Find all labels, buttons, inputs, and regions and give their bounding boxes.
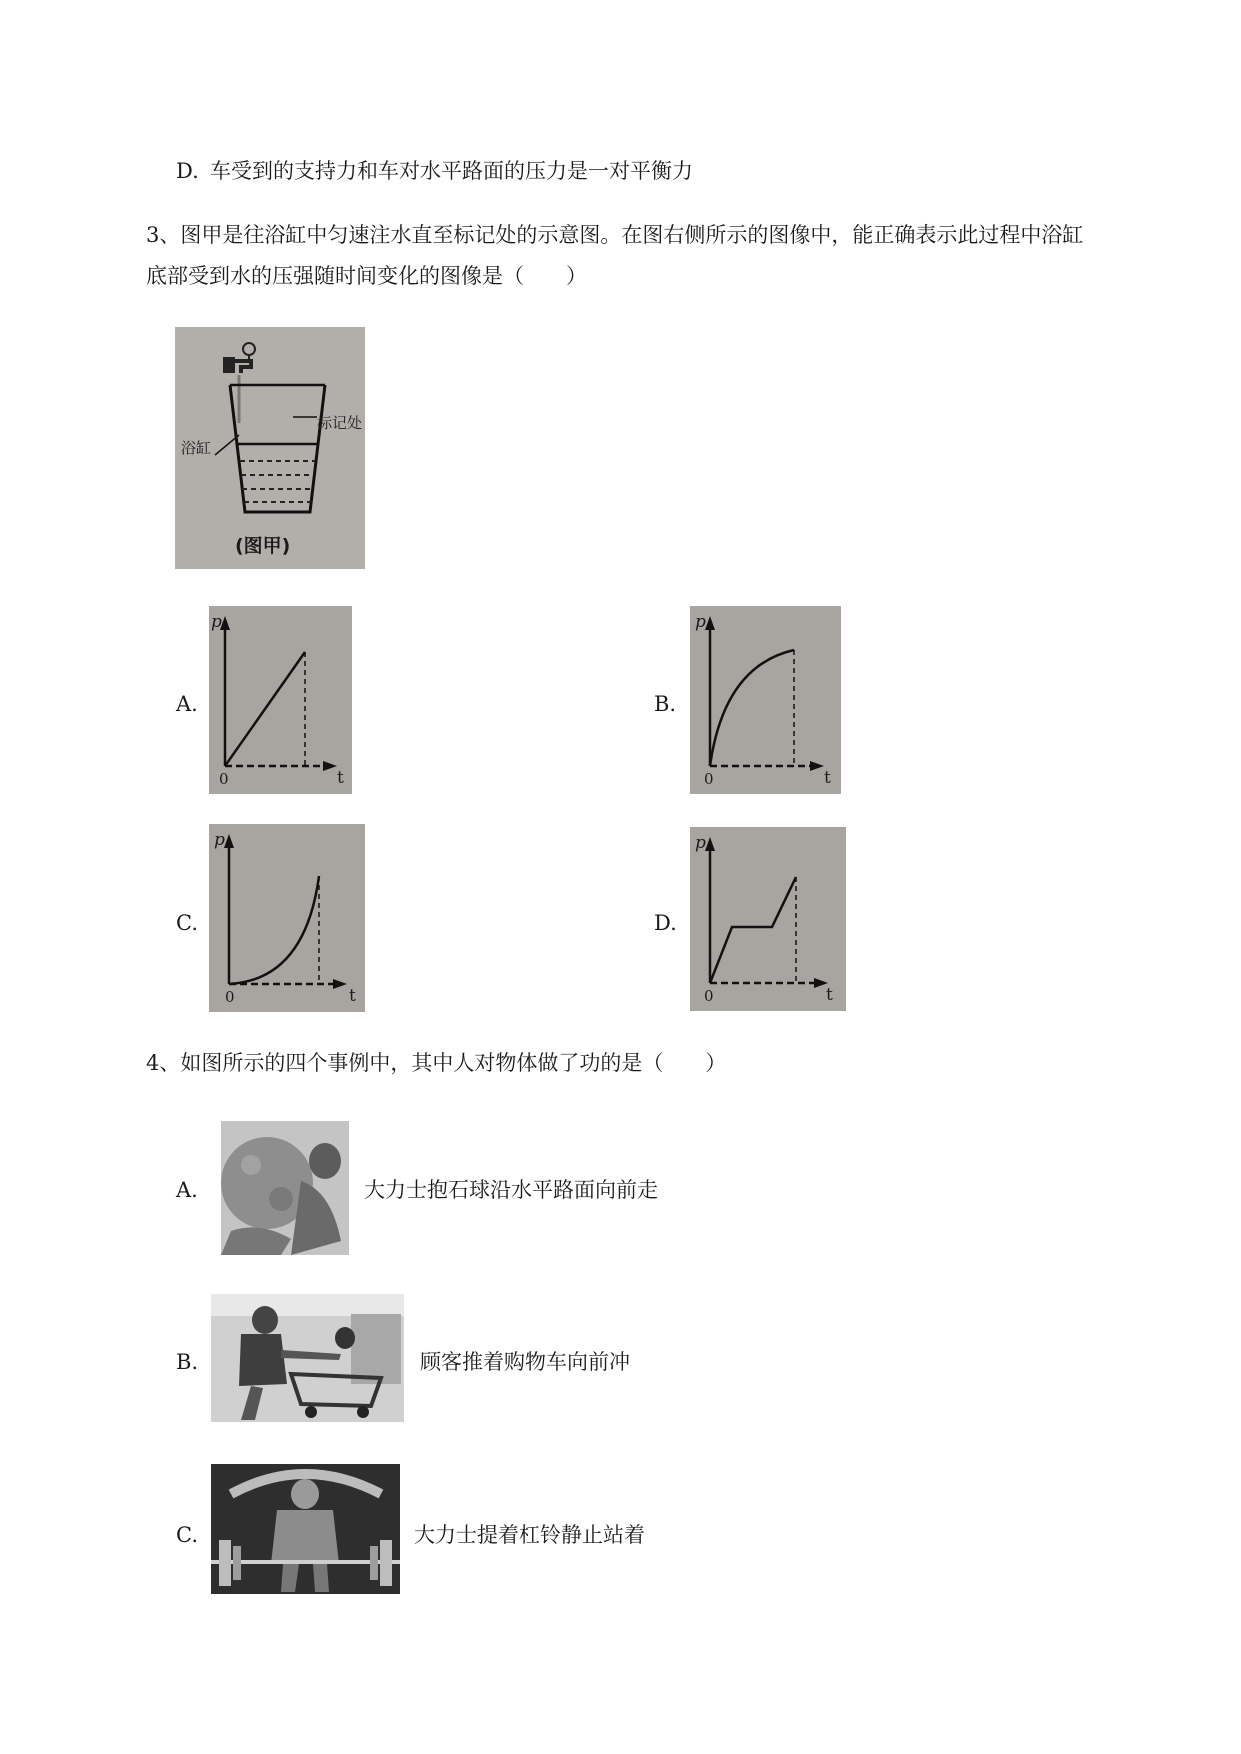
graph-b-origin: 0 — [704, 770, 714, 788]
shopping-cart-photo — [211, 1294, 404, 1422]
q3-stem-line1: 3、图甲是往浴缸中匀速注水直至标记处的示意图。在图右侧所示的图像中，能正确表示此过程中浴缸 — [146, 223, 1084, 247]
q4-option-b-text: 顾客推着购物车向前冲 — [420, 1350, 630, 1374]
q3-graph-d — [690, 827, 846, 1011]
graph-a-p-label: p — [211, 612, 222, 632]
graph-c-origin: 0 — [225, 988, 235, 1006]
q4-stem: 4、如图所示的四个事例中，其中人对物体做了功的是（ ） — [146, 1051, 727, 1075]
q2-option-d-letter: D. — [176, 159, 199, 183]
q4-option-a-text: 大力士抱石球沿水平路面向前走 — [364, 1178, 658, 1202]
barbell-photo — [211, 1464, 400, 1594]
q4-option-c-letter: C. — [176, 1523, 198, 1547]
graph-a-svg — [209, 606, 352, 794]
graph-d-origin: 0 — [704, 987, 714, 1005]
q4-option-b-letter: B. — [176, 1350, 199, 1374]
q4-option-a-letter: A. — [176, 1178, 198, 1202]
graph-b-p-label: p — [695, 612, 706, 632]
graph-c-p-label: p — [214, 830, 225, 850]
q3-option-b-letter: B. — [654, 692, 677, 716]
q4-option-c-text: 大力士提着杠铃静止站着 — [414, 1523, 645, 1547]
graph-c-t-label: t — [349, 986, 356, 1006]
bathtub-figure — [175, 327, 365, 569]
bathtub-mark-label: 标记处 — [317, 414, 363, 432]
strongman-stone-photo — [221, 1121, 349, 1255]
q3-option-d-letter: D. — [654, 911, 677, 935]
q3-graph-b — [690, 606, 841, 794]
graph-d-p-label: p — [695, 833, 706, 853]
q3-graph-a — [209, 606, 352, 794]
graph-d-t-label: t — [826, 985, 833, 1005]
graph-d-svg — [690, 827, 846, 1011]
graph-b-t-label: t — [824, 768, 831, 788]
graph-a-origin: 0 — [219, 770, 229, 788]
q2-option-d-text: 车受到的支持力和车对水平路面的压力是一对平衡力 — [210, 159, 693, 183]
q3-graph-c — [209, 824, 365, 1012]
q3-option-a-letter: A. — [176, 692, 198, 716]
bathtub-tub-label: 浴缸 — [181, 439, 212, 457]
q3-option-c-letter: C. — [176, 911, 198, 935]
graph-c-svg — [209, 824, 365, 1012]
graph-b-svg — [690, 606, 841, 794]
graph-a-t-label: t — [337, 768, 344, 788]
figure-caption: (图甲) — [235, 535, 291, 557]
q3-stem-line2: 底部受到水的压强随时间变化的图像是（ ） — [146, 264, 587, 288]
